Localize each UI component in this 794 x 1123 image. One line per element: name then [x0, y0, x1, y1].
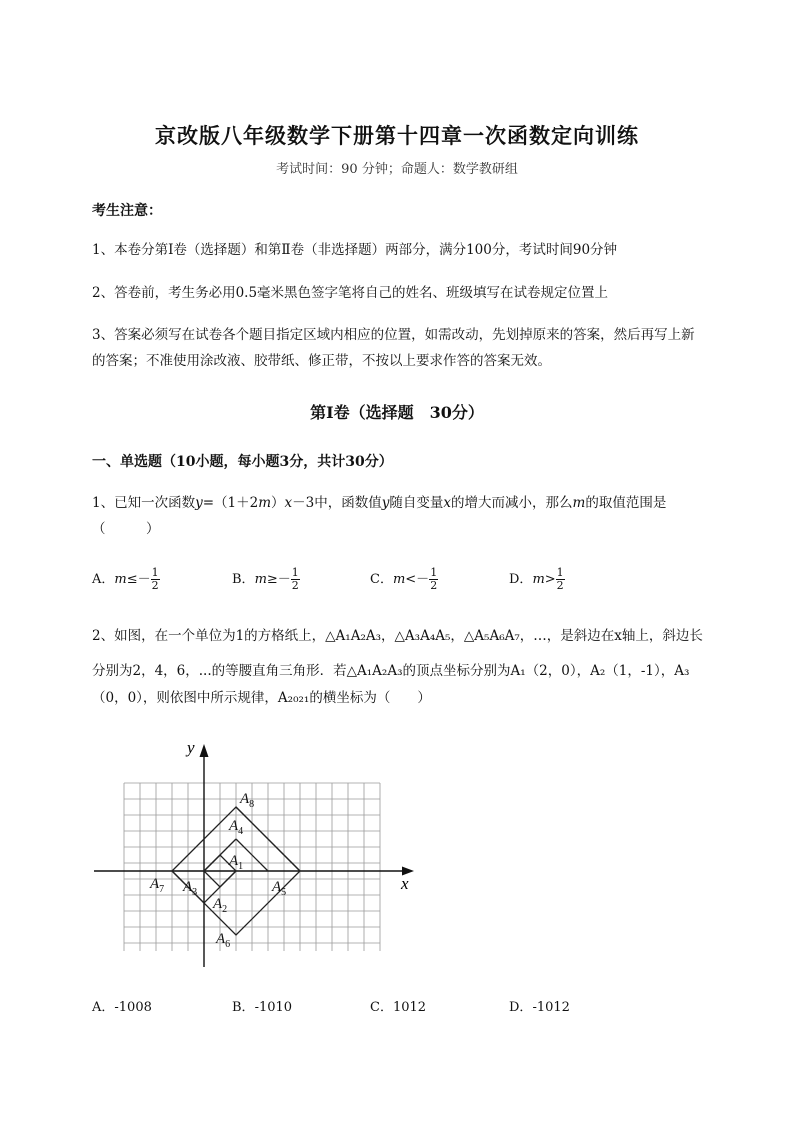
point-label-a4: $A_4$ [229, 818, 244, 837]
notice-item-2: 2、答卷前，考生务必用0.5毫米黑色签字笔将自己的姓名、班级填写在试卷规定位置上 [92, 285, 609, 301]
q1-option-c[interactable]: C．m<－ $\frac{1}{2}$ [370, 566, 438, 592]
section-title: 第I卷（选择题 30分） [310, 403, 484, 422]
q1-stem: 1、已知一次函数y=（1＋2m）x－3中，函数值y随自变量x的增大而减小，那么m的取值范围是 [92, 495, 667, 511]
part-heading: 一、单选题（10小题，每小题3分，共计30分） [92, 454, 393, 470]
q2-option-b[interactable]: B．-1010 [232, 1000, 293, 1015]
x-axis-label: x [401, 874, 409, 893]
y-axis-arrow [200, 744, 209, 757]
q1-answer-blank: （ ） [92, 521, 160, 537]
point-label-a2: $A_2$ [213, 896, 228, 915]
y-axis-label: y [187, 738, 195, 757]
exam-info: 考试时间：90 分钟；命题人：数学教研组 [276, 162, 518, 177]
point-label-a5: $A_5$ [272, 879, 287, 898]
notice-item-3: 3、答案必须写在试卷各个题目指定区域内相应的位置，如需改动，先划掉原来的答案，然后再写上新 [92, 327, 695, 343]
q2-stem-line-3: （0，0），则依图中所示规律，A₂₀₂₁的横坐标为（ ） [92, 690, 431, 706]
q2-stem-line-2: 分别为2，4，6，...的等腰直角三角形．若△A₁A₂A₃的顶点坐标分别为A₁（2，0），A₂（1，-1），A₃ [92, 663, 690, 679]
q2-option-d[interactable]: D．-1012 [509, 1000, 570, 1015]
point-label-a3: $A_3$ [183, 879, 198, 898]
q2-option-a[interactable]: A．-1008 [92, 1000, 152, 1015]
notice-item-3-cont: 的答案；不准使用涂改液、胶带纸、修正带，不按以上要求作答的答案无效。 [92, 353, 551, 369]
q2-option-c[interactable]: C．1012 [370, 1000, 427, 1015]
q1-option-d[interactable]: D．m> $\frac{1}{2}$ [509, 566, 564, 592]
q1-option-a[interactable]: A．m≤－ $\frac{1}{2}$ [92, 566, 159, 592]
coordinate-grid-figure [88, 732, 428, 972]
q1-option-b[interactable]: B．m≥－ $\frac{1}{2}$ [232, 566, 299, 592]
page-title: 京改版八年级数学下册第十四章一次函数定向训练 [155, 123, 639, 148]
point-label-a8: $A_8$ [240, 791, 255, 810]
point-label-a7: $A_7$ [150, 876, 165, 895]
point-label-a1: $A_1$ [229, 853, 244, 872]
notice-item-1: 1、本卷分第I卷（选择题）和第Ⅱ卷（非选择题）两部分，满分100分，考试时间90分钟 [92, 242, 618, 258]
notice-heading: 考生注意： [92, 203, 162, 219]
point-label-a6: $A_6$ [216, 931, 231, 950]
q2-stem-line-1: 2、如图，在一个单位为1的方格纸上，△A₁A₂A₃，△A₃A₄A₅，△A₅A₆A₇，…，是斜边在x轴上，斜边长 [92, 628, 703, 644]
